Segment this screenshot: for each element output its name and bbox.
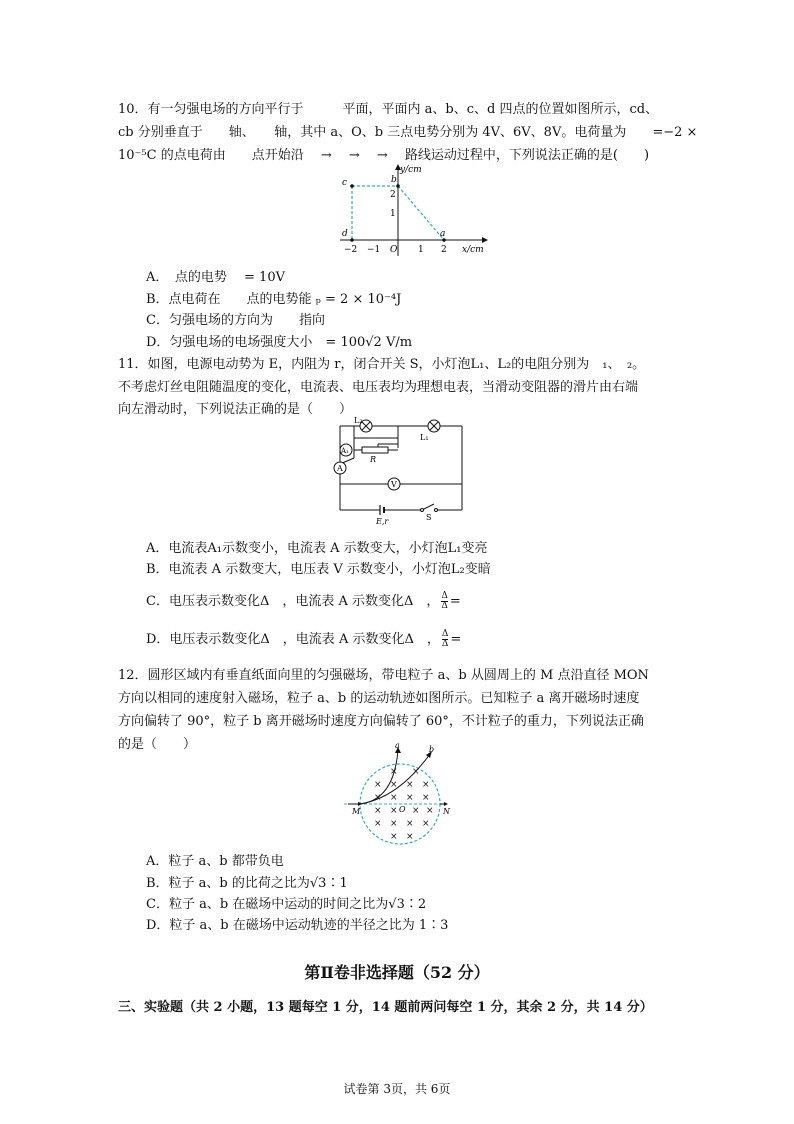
svg-text:×: × xyxy=(422,819,430,829)
label-m: M xyxy=(352,807,361,816)
label-b: b xyxy=(391,175,397,185)
q10-line3: 10⁻⁵C 的点电荷由 点开始沿 → → → 路线运动过程中，下列说法正确的是( ) xyxy=(118,148,650,163)
y-axis-label: y/cm xyxy=(400,165,422,175)
q12-line3: 方向偏转了 90°，粒子 b 离开磁场时速度方向偏转了 60°，不计粒子的重力，下列说法正确 xyxy=(118,714,644,729)
svg-text:A: A xyxy=(337,464,343,473)
page-footer: 试卷第 3页，共 6页 xyxy=(343,1082,451,1096)
part3-heading: 三、实验题（共 2 小题，13 题每空 1 分，14 题前两问每空 1 分，其余 2 分，共 14 分） xyxy=(118,1000,653,1015)
svg-text:×: × xyxy=(390,767,398,777)
label-r: R xyxy=(370,455,377,464)
svg-text:×: × xyxy=(422,793,430,803)
q11-line3: 向左滑动时，下列说法正确的是（ ） xyxy=(118,402,353,417)
svg-text:×: × xyxy=(412,767,420,777)
svg-text:×: × xyxy=(390,832,398,842)
origin-label: O xyxy=(390,245,398,255)
svg-text:V: V xyxy=(391,480,397,489)
svg-text:×: × xyxy=(390,793,398,803)
x-tick: 2 xyxy=(441,245,447,255)
svg-text:×: × xyxy=(406,832,414,842)
fraction: $\frac{\Delta}{\Delta}$ xyxy=(441,629,449,649)
q12-magnetic-field-diagram xyxy=(340,742,460,846)
svg-text:A₁: A₁ xyxy=(341,447,349,455)
point-c xyxy=(350,184,354,188)
q12-option-b: B．粒子 a、b 的比荷之比为√3∶1 xyxy=(146,876,348,891)
q11-option-b: B．电流表 A 示数变大，电压表 V 示数变小，小灯泡L₂变暗 xyxy=(146,562,491,577)
label-o: O xyxy=(399,805,406,814)
label-d: d xyxy=(342,229,348,239)
q11-option-d: D．电压表示数变化Δ ，电流表 A 示数变化Δ ， $\frac{\Delta}{\Delta}$ = xyxy=(146,629,462,649)
svg-text:×: × xyxy=(374,793,382,803)
svg-text:×: × xyxy=(406,793,414,803)
label-l2: L₂ xyxy=(354,416,363,425)
label-n: N xyxy=(443,807,450,816)
q11-circuit-diagram xyxy=(326,414,472,528)
q10-coordinate-diagram xyxy=(332,160,492,260)
q11-line2: 不考虑灯丝电阻随温度的变化，电流表、电压表均为理想电表，当滑动变阻器的滑片由右端 xyxy=(118,380,639,395)
x-tick: −2 xyxy=(344,245,358,255)
q12-line4: 的是（ ） xyxy=(118,737,197,752)
svg-text:×: × xyxy=(406,780,414,790)
svg-text:×: × xyxy=(412,806,420,816)
svg-text:×: × xyxy=(390,806,398,816)
q10-line2: cb 分别垂直于 轴、 轴，其中 a、O、b 三点电势分别为 4V、6V、8V。电荷量为 =−2 × xyxy=(118,125,698,140)
q10-line1: 10．有一匀强电场的方向平行于 平面，平面内 a、b、c、d 四点的位置如图所示，cd、 xyxy=(118,102,659,117)
q10-option-d: D．匀强电场的电场强度大小 = 100√2 V/m xyxy=(146,335,413,350)
point-d xyxy=(350,238,354,242)
q12-line1: 12．圆形区域内有垂直纸面向里的匀强磁场，带电粒子 a、b 从圆周上的 M 点沿直径 MON xyxy=(118,668,649,683)
q12-option-a: A．粒子 a、b 都带负电 xyxy=(146,854,284,869)
fraction: $\frac{\Delta}{\Delta}$ xyxy=(441,591,448,611)
section-title: 第Ⅱ卷非选择题（52 分） xyxy=(304,963,490,982)
svg-text:×: × xyxy=(374,806,382,816)
q10-option-a: A． 点的电势 = 10V xyxy=(146,270,285,285)
q11-option-c: C．电压表示数变化Δ ，电流表 A 示数变化Δ ， $\frac{\Delta}{\Delta}$ = xyxy=(146,591,461,611)
label-l1: L₁ xyxy=(420,433,429,442)
q12-line2: 方向以相同的速度射入磁场，粒子 a、b 的运动轨迹如图所示。已知粒子 a 离开磁场时速度 xyxy=(118,691,640,706)
label-switch: S xyxy=(426,513,432,522)
x-tick: −1 xyxy=(367,245,381,255)
q10-option-c: C．匀强电场的方向为 指向 xyxy=(146,313,325,328)
y-tick: 2 xyxy=(390,190,396,200)
svg-text:×: × xyxy=(426,806,434,816)
svg-text:×: × xyxy=(390,819,398,829)
x-axis-label: x/cm xyxy=(462,245,484,255)
svg-text:×: × xyxy=(406,819,414,829)
svg-text:×: × xyxy=(374,819,382,829)
label-b: b xyxy=(429,745,435,754)
q12-option-d: D．粒子 a、b 在磁场中运动轨迹的半径之比为 1∶3 xyxy=(146,918,449,933)
q11-line1: 11．如图，电源电动势为 E，内阻为 r，闭合开关 S，小灯泡L₁、L₂的电阻分别为 ₁、 ₂。 xyxy=(118,357,646,372)
q11-option-a: A．电流表A₁示数变小，电流表 A 示数变大，小灯泡L₁变亮 xyxy=(146,541,488,556)
q12-option-c: C．粒子 a、b 在磁场中运动的时间之比为√3∶2 xyxy=(146,897,427,912)
q10-option-b: B．点电荷在 点的电势能 ₚ = 2 × 10⁻⁴J xyxy=(146,292,402,307)
label-a: a xyxy=(395,742,400,750)
label-source: E,r xyxy=(376,517,389,526)
svg-text:×: × xyxy=(390,780,398,790)
x-tick: 1 xyxy=(418,245,424,255)
label-c: c xyxy=(342,178,348,188)
label-a: a xyxy=(440,229,446,239)
y-tick: 1 xyxy=(390,209,396,219)
svg-text:×: × xyxy=(422,780,430,790)
svg-text:×: × xyxy=(374,780,382,790)
